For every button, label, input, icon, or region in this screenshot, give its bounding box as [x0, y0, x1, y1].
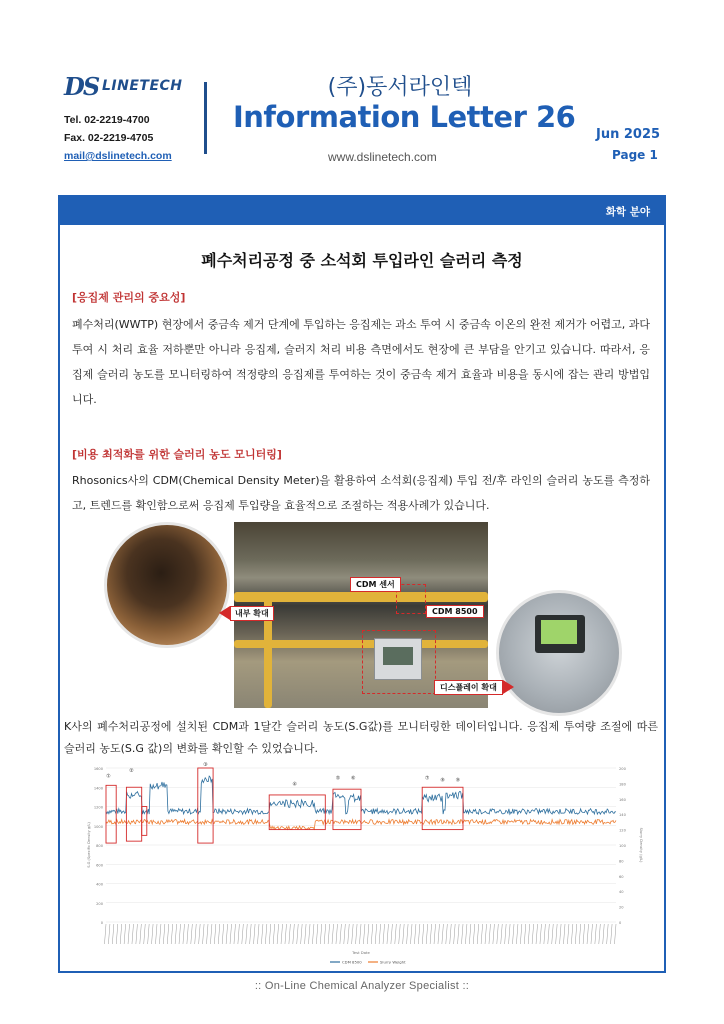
y2-tick-label: 200: [619, 767, 626, 771]
x-tick-label: [159, 924, 161, 944]
x-tick-label: [210, 924, 212, 944]
label-cdm-8500: CDM 8500: [426, 605, 484, 618]
x-tick-label: [293, 924, 295, 944]
y-tick-label: 600: [96, 863, 103, 868]
y2-tick-label: 140: [619, 813, 626, 818]
x-tick-label: [187, 924, 189, 944]
x-tick-label: [265, 924, 267, 944]
x-tick-label: [379, 924, 381, 944]
x-tick-label: [336, 924, 338, 944]
slurry-density-chart: [84, 760, 646, 970]
website-link[interactable]: www.dslinetech.com: [328, 150, 437, 164]
label-inner-zoom: [230, 606, 274, 621]
footer-tagline: :: On-Line Chemical Analyzer Specialist ::: [254, 980, 470, 992]
x-tick-label: [540, 924, 542, 944]
x-tick-label: [214, 924, 216, 944]
x-tick-label: [387, 924, 389, 944]
x-tick-label: [422, 924, 424, 944]
x-tick-label: [167, 924, 169, 944]
x-tick-label: [269, 924, 271, 944]
page-number: Page 1: [612, 148, 658, 162]
x-tick-label: [226, 924, 228, 944]
label-inner-zoom-text: 내부 확대: [235, 609, 269, 618]
annotation-label: ①: [106, 773, 111, 780]
x-tick-label: [367, 924, 369, 944]
annotation-label: ⑦: [425, 775, 430, 782]
x-tick-label: [242, 924, 244, 944]
x-tick-label: [485, 924, 487, 944]
x-tick-label: [171, 924, 173, 944]
x-tick-label: [611, 924, 613, 944]
x-tick-label: [399, 924, 401, 944]
x-tick-label: [371, 924, 373, 944]
annotation-label: ③: [203, 762, 208, 769]
x-tick-label: [289, 924, 291, 944]
x-tick-label: [348, 924, 350, 944]
x-tick-label: [454, 924, 456, 944]
x-tick-label: [352, 924, 354, 944]
highlight-frame: [362, 630, 436, 694]
x-tick-label: [312, 924, 314, 944]
y2-tick-label: 20: [619, 905, 624, 910]
y-tick-label: 400: [96, 882, 103, 887]
logo-text: LINETECH: [102, 78, 183, 94]
x-tick-label: [152, 924, 154, 944]
x-tick-label: [571, 924, 573, 944]
section-text-data: K사의 폐수처리공정에 설치된 CDM과 1달간 슬러리 농도(S.G값)를 모니터링한 데이터입니다. 응집제 투여량 조절에 따른 슬러리 농도(S.G 값)의 변화를 확인할 수 있었습니다.: [64, 720, 658, 755]
header-divider: [204, 82, 207, 154]
x-tick-label: [524, 924, 526, 944]
x-tick-label: [309, 924, 311, 944]
x-tick-label: [583, 924, 585, 944]
x-tick-label: [595, 924, 597, 944]
x-tick-label: [548, 924, 550, 944]
fax-number: Fax. 02-2219-4705: [64, 132, 154, 144]
phone-number: Tel. 02-2219-4700: [64, 114, 150, 126]
x-tick-label: [230, 924, 232, 944]
x-tick-label: [446, 924, 448, 944]
x-tick-label: [297, 924, 299, 944]
category-label: 화학 분야: [605, 206, 650, 218]
x-tick-label: [344, 924, 346, 944]
x-tick-label: [509, 924, 511, 944]
label-display-zoom-text: 디스플레이 확대: [440, 683, 497, 692]
x-tick-label: [434, 924, 436, 944]
annotation-box: [106, 785, 116, 843]
pipe-segment: [234, 592, 488, 602]
x-tick-label: [395, 924, 397, 944]
company-name: (주)동서라인텍: [327, 75, 473, 100]
x-tick-label: [218, 924, 220, 944]
y2-tick-label: 100: [619, 844, 626, 848]
x-tick-label: [250, 924, 252, 944]
x-tick-label: [430, 924, 432, 944]
x-tick-label: [128, 924, 130, 944]
y2-tick-label: 160: [619, 797, 626, 802]
x-tick-label: [207, 924, 209, 944]
legend-label-cdm-8500: CDM 8500: [342, 959, 362, 965]
x-tick-label: [407, 924, 409, 944]
x-tick-label: [575, 924, 577, 944]
category-band: [60, 197, 664, 225]
pipe-segment: [234, 640, 488, 648]
x-tick-label: [481, 924, 483, 944]
x-tick-label: [418, 924, 420, 944]
x-tick-label: [116, 924, 118, 944]
x-tick-label: [438, 924, 440, 944]
x-tick-label: [183, 924, 185, 944]
x-tick-label: [383, 924, 385, 944]
x-tick-label: [156, 924, 158, 944]
x-tick-label: [473, 924, 475, 944]
x-tick-label: [305, 924, 307, 944]
y2-tick-label: 60: [619, 874, 624, 879]
x-tick-label: [552, 924, 554, 944]
x-tick-label: [179, 924, 181, 944]
x-tick-label: [560, 924, 562, 944]
issue-date: Jun 2025: [596, 127, 661, 142]
x-tick-label: [277, 924, 279, 944]
x-tick-label: [120, 924, 122, 944]
y2-axis-label: Slurry Density (g/L): [639, 827, 643, 863]
y2-tick-label: 0: [619, 921, 622, 925]
x-tick-label: [140, 924, 142, 944]
email-link[interactable]: mail@dslinetech.com: [64, 150, 172, 162]
x-tick-label: [375, 924, 377, 944]
x-tick-label: [587, 924, 589, 944]
chart-canvas: [84, 760, 646, 970]
y2-tick-label: 120: [619, 828, 626, 833]
label-display-zoom: [434, 680, 503, 695]
x-tick-label: [528, 924, 530, 944]
x-tick-label: [411, 924, 413, 944]
x-tick-label: [112, 924, 114, 944]
x-tick-label: [175, 924, 177, 944]
x-tick-label: [238, 924, 240, 944]
x-tick-label: [469, 924, 471, 944]
x-tick-label: [607, 924, 609, 944]
company-logo: [64, 72, 189, 100]
newsletter-title: Information Letter 26: [233, 100, 576, 134]
x-tick-label: [246, 924, 248, 944]
x-tick-label: [556, 924, 558, 944]
x-tick-label: [532, 924, 534, 944]
x-tick-label: [108, 924, 110, 944]
y-tick-label: 1600: [93, 767, 103, 771]
x-tick-label: [603, 924, 605, 944]
x-tick-label: [285, 924, 287, 944]
annotation-label: ④: [292, 781, 297, 788]
x-tick-label: [465, 924, 467, 944]
y-axis-label: S.G (Specific Density g/L): [87, 822, 91, 868]
x-tick-label: [462, 924, 464, 944]
x-tick-label: [281, 924, 283, 944]
x-tick-label: [363, 924, 365, 944]
x-tick-label: [505, 924, 507, 944]
annotation-label: ⑤: [335, 775, 341, 782]
x-tick-label: [360, 924, 362, 944]
x-tick-label: [301, 924, 303, 944]
x-tick-label: [124, 924, 126, 944]
section-heading-importance: [응집제 관리의 중요성]: [72, 291, 186, 304]
x-tick-label: [426, 924, 428, 944]
x-tick-label: [261, 924, 263, 944]
x-tick-label: [356, 924, 358, 944]
x-tick-label: [591, 924, 593, 944]
x-tick-label: [144, 924, 146, 944]
x-tick-label: [258, 924, 260, 944]
pipe-interior-photo: [104, 522, 230, 648]
x-tick-label: [163, 924, 165, 944]
x-tick-label: [320, 924, 322, 944]
x-tick-label: [328, 924, 330, 944]
x-tick-label: [199, 924, 201, 944]
label-cdm-sensor: CDM 센서: [350, 577, 401, 592]
y-tick-label: 800: [96, 844, 103, 848]
x-tick-label: [493, 924, 495, 944]
display-closeup-photo: [496, 590, 622, 716]
x-tick-label: [195, 924, 197, 944]
x-tick-label: [536, 924, 538, 944]
x-tick-label: [564, 924, 566, 944]
x-tick-label: [414, 924, 416, 944]
x-tick-label: [458, 924, 460, 944]
annotation-label: ⑨: [455, 777, 461, 784]
x-tick-label: [497, 924, 499, 944]
legend-label-slurry-weight: Slurry Weight: [380, 959, 406, 965]
x-tick-label: [132, 924, 134, 944]
x-tick-label: [513, 924, 515, 944]
x-tick-label: [450, 924, 452, 944]
y2-tick-label: 40: [619, 890, 624, 895]
x-tick-label: [332, 924, 334, 944]
x-tick-label: [136, 924, 138, 944]
x-tick-label: [324, 924, 326, 944]
x-tick-label: [520, 924, 522, 944]
x-tick-label: [191, 924, 193, 944]
x-tick-label: [403, 924, 405, 944]
x-tick-label: [501, 924, 503, 944]
x-tick-label: [148, 924, 150, 944]
y-tick-label: 1200: [93, 805, 103, 810]
x-tick-label: [234, 924, 236, 944]
section-heading-monitoring: [비용 최적화를 위한 슬러리 농도 모니터링]: [72, 448, 282, 461]
annotation-label: ⑧: [440, 777, 445, 784]
x-tick-label: [316, 924, 318, 944]
x-tick-label: [516, 924, 518, 944]
x-tick-label: [222, 924, 224, 944]
x-tick-label: [340, 924, 342, 944]
section-text-monitoring: Rhosonics사의 CDM(Chemical Density Meter)을 활용하여 소석회(응집제) 투입 전/후 라인의 슬러리 농도를 측정하고, 트렌드를 확인함으로써 응집제 투입량을 효율적으로 조절하는 적용사례가 있습니다.: [72, 474, 650, 512]
y-tick-label: 1400: [93, 786, 103, 791]
x-tick-label: [544, 924, 546, 944]
annotation-label: ⑥: [351, 775, 356, 782]
x-tick-label: [273, 924, 275, 944]
x-tick-label: [599, 924, 601, 944]
y2-tick-label: 80: [619, 859, 624, 864]
y2-tick-label: 180: [619, 782, 626, 787]
x-tick-label: [615, 924, 617, 944]
x-tick-label: [567, 924, 569, 944]
x-tick-label: [105, 924, 107, 944]
display-screen: [535, 615, 585, 653]
x-axis-label: Test Date: [352, 950, 370, 955]
article-title: 폐수처리공정 중 소석회 투입라인 슬러리 측정: [201, 251, 523, 270]
x-tick-label: [489, 924, 491, 944]
annotation-label: ②: [129, 767, 134, 774]
y-tick-label: 0: [100, 921, 103, 925]
x-tick-label: [391, 924, 393, 944]
section-text-importance: 폐수처리(WWTP) 현장에서 중금속 제거 단계에 투입하는 응집제는 과소 투여 시 중금속 이온의 완전 제거가 어렵고, 과다 투여 시 처리 효율 저하뿐만 아니라 응집제, 슬러지 처리 비용 측면에서도 현장에 큰 부담을 안기고 있습니다. 따라서, 응집제 슬러리 농도를 모니터링하여 적정량의 응집제를 투여하는 것이 중금속 제거 효율과 비용을 동시에 잡는 관리 방법입니다.: [72, 318, 650, 406]
x-tick-label: [579, 924, 581, 944]
logo-mark: DS: [64, 72, 99, 101]
x-tick-label: [254, 924, 256, 944]
x-tick-label: [203, 924, 205, 944]
y-tick-label: 1000: [93, 824, 103, 829]
y-tick-label: 200: [96, 901, 103, 906]
x-tick-label: [442, 924, 444, 944]
x-tick-label: [477, 924, 479, 944]
